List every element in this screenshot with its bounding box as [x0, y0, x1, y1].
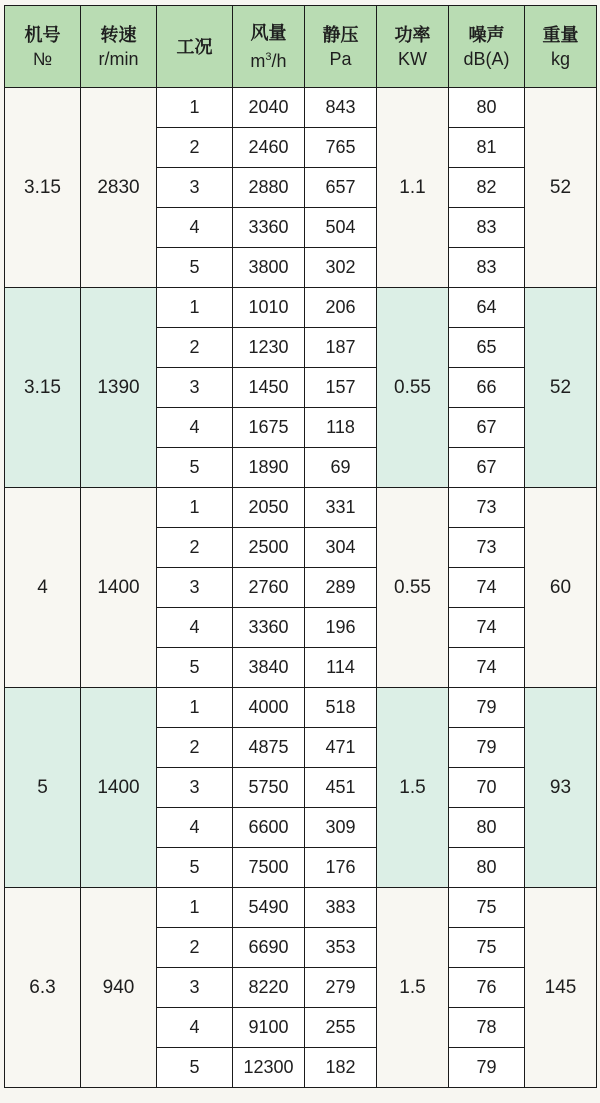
noise-cell: 66	[449, 368, 525, 408]
condition-cell: 1	[157, 688, 233, 728]
airflow-cell: 1890	[233, 448, 305, 488]
header-noise: 噪声 dB(A)	[449, 6, 525, 88]
noise-cell: 74	[449, 608, 525, 648]
noise-cell: 75	[449, 928, 525, 968]
table-row	[5, 88, 597, 128]
condition-cell: 3	[157, 568, 233, 608]
airflow-unit: $m^3/h$	[250, 50, 287, 71]
static-pressure-cell: 765	[305, 128, 377, 168]
model-number-cell: 3.15	[5, 88, 81, 288]
noise-cell: 81	[449, 128, 525, 168]
condition-cell: 1	[157, 488, 233, 528]
airflow-cell: 1230	[233, 328, 305, 368]
airflow-cell: 4000	[233, 688, 305, 728]
static-pressure-cell: 657	[305, 168, 377, 208]
static-pressure-cell: 504	[305, 208, 377, 248]
table-row	[5, 688, 597, 728]
airflow-cell: 6600	[233, 808, 305, 848]
noise-cell: 76	[449, 968, 525, 1008]
airflow-cell: 7500	[233, 848, 305, 888]
airflow-cell: 4875	[233, 728, 305, 768]
static-pressure-cell: 255	[305, 1008, 377, 1048]
static-pressure-cell: 471	[305, 728, 377, 768]
header-static-pressure: 静压 Pa	[305, 6, 377, 88]
condition-cell: 2	[157, 928, 233, 968]
static-pressure-cell: 114	[305, 648, 377, 688]
static-pressure-cell: 309	[305, 808, 377, 848]
static-pressure-cell: 518	[305, 688, 377, 728]
power-cell: 0.55	[377, 488, 449, 688]
weight-cell: 52	[525, 88, 597, 288]
noise-cell: 80	[449, 848, 525, 888]
noise-cell: 74	[449, 568, 525, 608]
condition-cell: 2	[157, 328, 233, 368]
noise-cell: 73	[449, 488, 525, 528]
condition-cell: 2	[157, 128, 233, 168]
table-header	[5, 6, 597, 88]
noise-cell: 79	[449, 1048, 525, 1088]
condition-cell: 5	[157, 448, 233, 488]
airflow-cell: 2040	[233, 88, 305, 128]
static-pressure-cell: 176	[305, 848, 377, 888]
speed-cell: 1400	[81, 488, 157, 688]
condition-cell: 3	[157, 768, 233, 808]
noise-cell: 83	[449, 208, 525, 248]
airflow-cell: 2760	[233, 568, 305, 608]
weight-cell: 52	[525, 288, 597, 488]
condition-cell: 1	[157, 888, 233, 928]
airflow-cell: 5750	[233, 768, 305, 808]
noise-cell: 70	[449, 768, 525, 808]
airflow-cell: 3360	[233, 208, 305, 248]
static-pressure-cell: 302	[305, 248, 377, 288]
model-number-cell: 4	[5, 488, 81, 688]
static-pressure-cell: 451	[305, 768, 377, 808]
airflow-cell: 2050	[233, 488, 305, 528]
weight-cell: 60	[525, 488, 597, 688]
airflow-cell: 3840	[233, 648, 305, 688]
model-number-cell: 5	[5, 688, 81, 888]
condition-cell: 4	[157, 408, 233, 448]
speed-cell: 1400	[81, 688, 157, 888]
airflow-cell: 8220	[233, 968, 305, 1008]
airflow-cell: 6690	[233, 928, 305, 968]
power-cell: 1.1	[377, 88, 449, 288]
table-row	[5, 288, 597, 328]
fan-performance-sheet	[4, 5, 596, 1099]
condition-cell: 3	[157, 168, 233, 208]
static-pressure-cell: 206	[305, 288, 377, 328]
airflow-cell: 9100	[233, 1008, 305, 1048]
noise-cell: 64	[449, 288, 525, 328]
condition-cell: 3	[157, 968, 233, 1008]
noise-cell: 73	[449, 528, 525, 568]
model-number-cell: 6.3	[5, 888, 81, 1088]
noise-cell: 80	[449, 808, 525, 848]
condition-cell: 1	[157, 88, 233, 128]
power-cell: 1.5	[377, 888, 449, 1088]
static-pressure-cell: 182	[305, 1048, 377, 1088]
condition-cell: 4	[157, 208, 233, 248]
header-speed: 转速 r/min	[81, 6, 157, 88]
power-cell: 1.5	[377, 688, 449, 888]
condition-cell: 5	[157, 848, 233, 888]
noise-cell: 80	[449, 88, 525, 128]
header-condition: 工况	[157, 6, 233, 88]
noise-cell: 83	[449, 248, 525, 288]
airflow-cell: 3360	[233, 608, 305, 648]
noise-cell: 79	[449, 688, 525, 728]
airflow-cell: 12300	[233, 1048, 305, 1088]
condition-cell: 3	[157, 368, 233, 408]
static-pressure-cell: 196	[305, 608, 377, 648]
static-pressure-cell: 187	[305, 328, 377, 368]
condition-cell: 4	[157, 608, 233, 648]
noise-cell: 82	[449, 168, 525, 208]
static-pressure-cell: 331	[305, 488, 377, 528]
header-weight: 重量 kg	[525, 6, 597, 88]
speed-cell: 1390	[81, 288, 157, 488]
static-pressure-cell: 157	[305, 368, 377, 408]
condition-cell: 5	[157, 248, 233, 288]
model-number-cell: 3.15	[5, 288, 81, 488]
noise-cell: 67	[449, 448, 525, 488]
static-pressure-cell: 69	[305, 448, 377, 488]
speed-cell: 2830	[81, 88, 157, 288]
header-row	[5, 6, 597, 88]
airflow-cell: 2880	[233, 168, 305, 208]
weight-cell: 145	[525, 888, 597, 1088]
condition-cell: 4	[157, 1008, 233, 1048]
static-pressure-cell: 843	[305, 88, 377, 128]
condition-cell: 5	[157, 648, 233, 688]
condition-cell: 2	[157, 528, 233, 568]
noise-cell: 75	[449, 888, 525, 928]
static-pressure-cell: 289	[305, 568, 377, 608]
noise-cell: 74	[449, 648, 525, 688]
noise-cell: 79	[449, 728, 525, 768]
table-row	[5, 488, 597, 528]
condition-cell: 4	[157, 808, 233, 848]
static-pressure-cell: 353	[305, 928, 377, 968]
power-cell: 0.55	[377, 288, 449, 488]
condition-cell: 2	[157, 728, 233, 768]
static-pressure-cell: 304	[305, 528, 377, 568]
airflow-cell: 1450	[233, 368, 305, 408]
airflow-cell: 2460	[233, 128, 305, 168]
noise-cell: 65	[449, 328, 525, 368]
fan-performance-table	[4, 5, 597, 1088]
airflow-cell: 1675	[233, 408, 305, 448]
airflow-cell: 1010	[233, 288, 305, 328]
noise-cell: 67	[449, 408, 525, 448]
static-pressure-cell: 118	[305, 408, 377, 448]
condition-cell: 1	[157, 288, 233, 328]
airflow-cell: 5490	[233, 888, 305, 928]
header-airflow: 风量 $m^3/h$	[233, 6, 305, 88]
static-pressure-cell: 383	[305, 888, 377, 928]
weight-cell: 93	[525, 688, 597, 888]
header-model: 机号 №	[5, 6, 81, 88]
airflow-cell: 2500	[233, 528, 305, 568]
airflow-cell: 3800	[233, 248, 305, 288]
speed-cell: 940	[81, 888, 157, 1088]
table-row	[5, 888, 597, 928]
condition-cell: 5	[157, 1048, 233, 1088]
noise-cell: 78	[449, 1008, 525, 1048]
header-power: 功率 KW	[377, 6, 449, 88]
table-body	[5, 88, 597, 1088]
static-pressure-cell: 279	[305, 968, 377, 1008]
